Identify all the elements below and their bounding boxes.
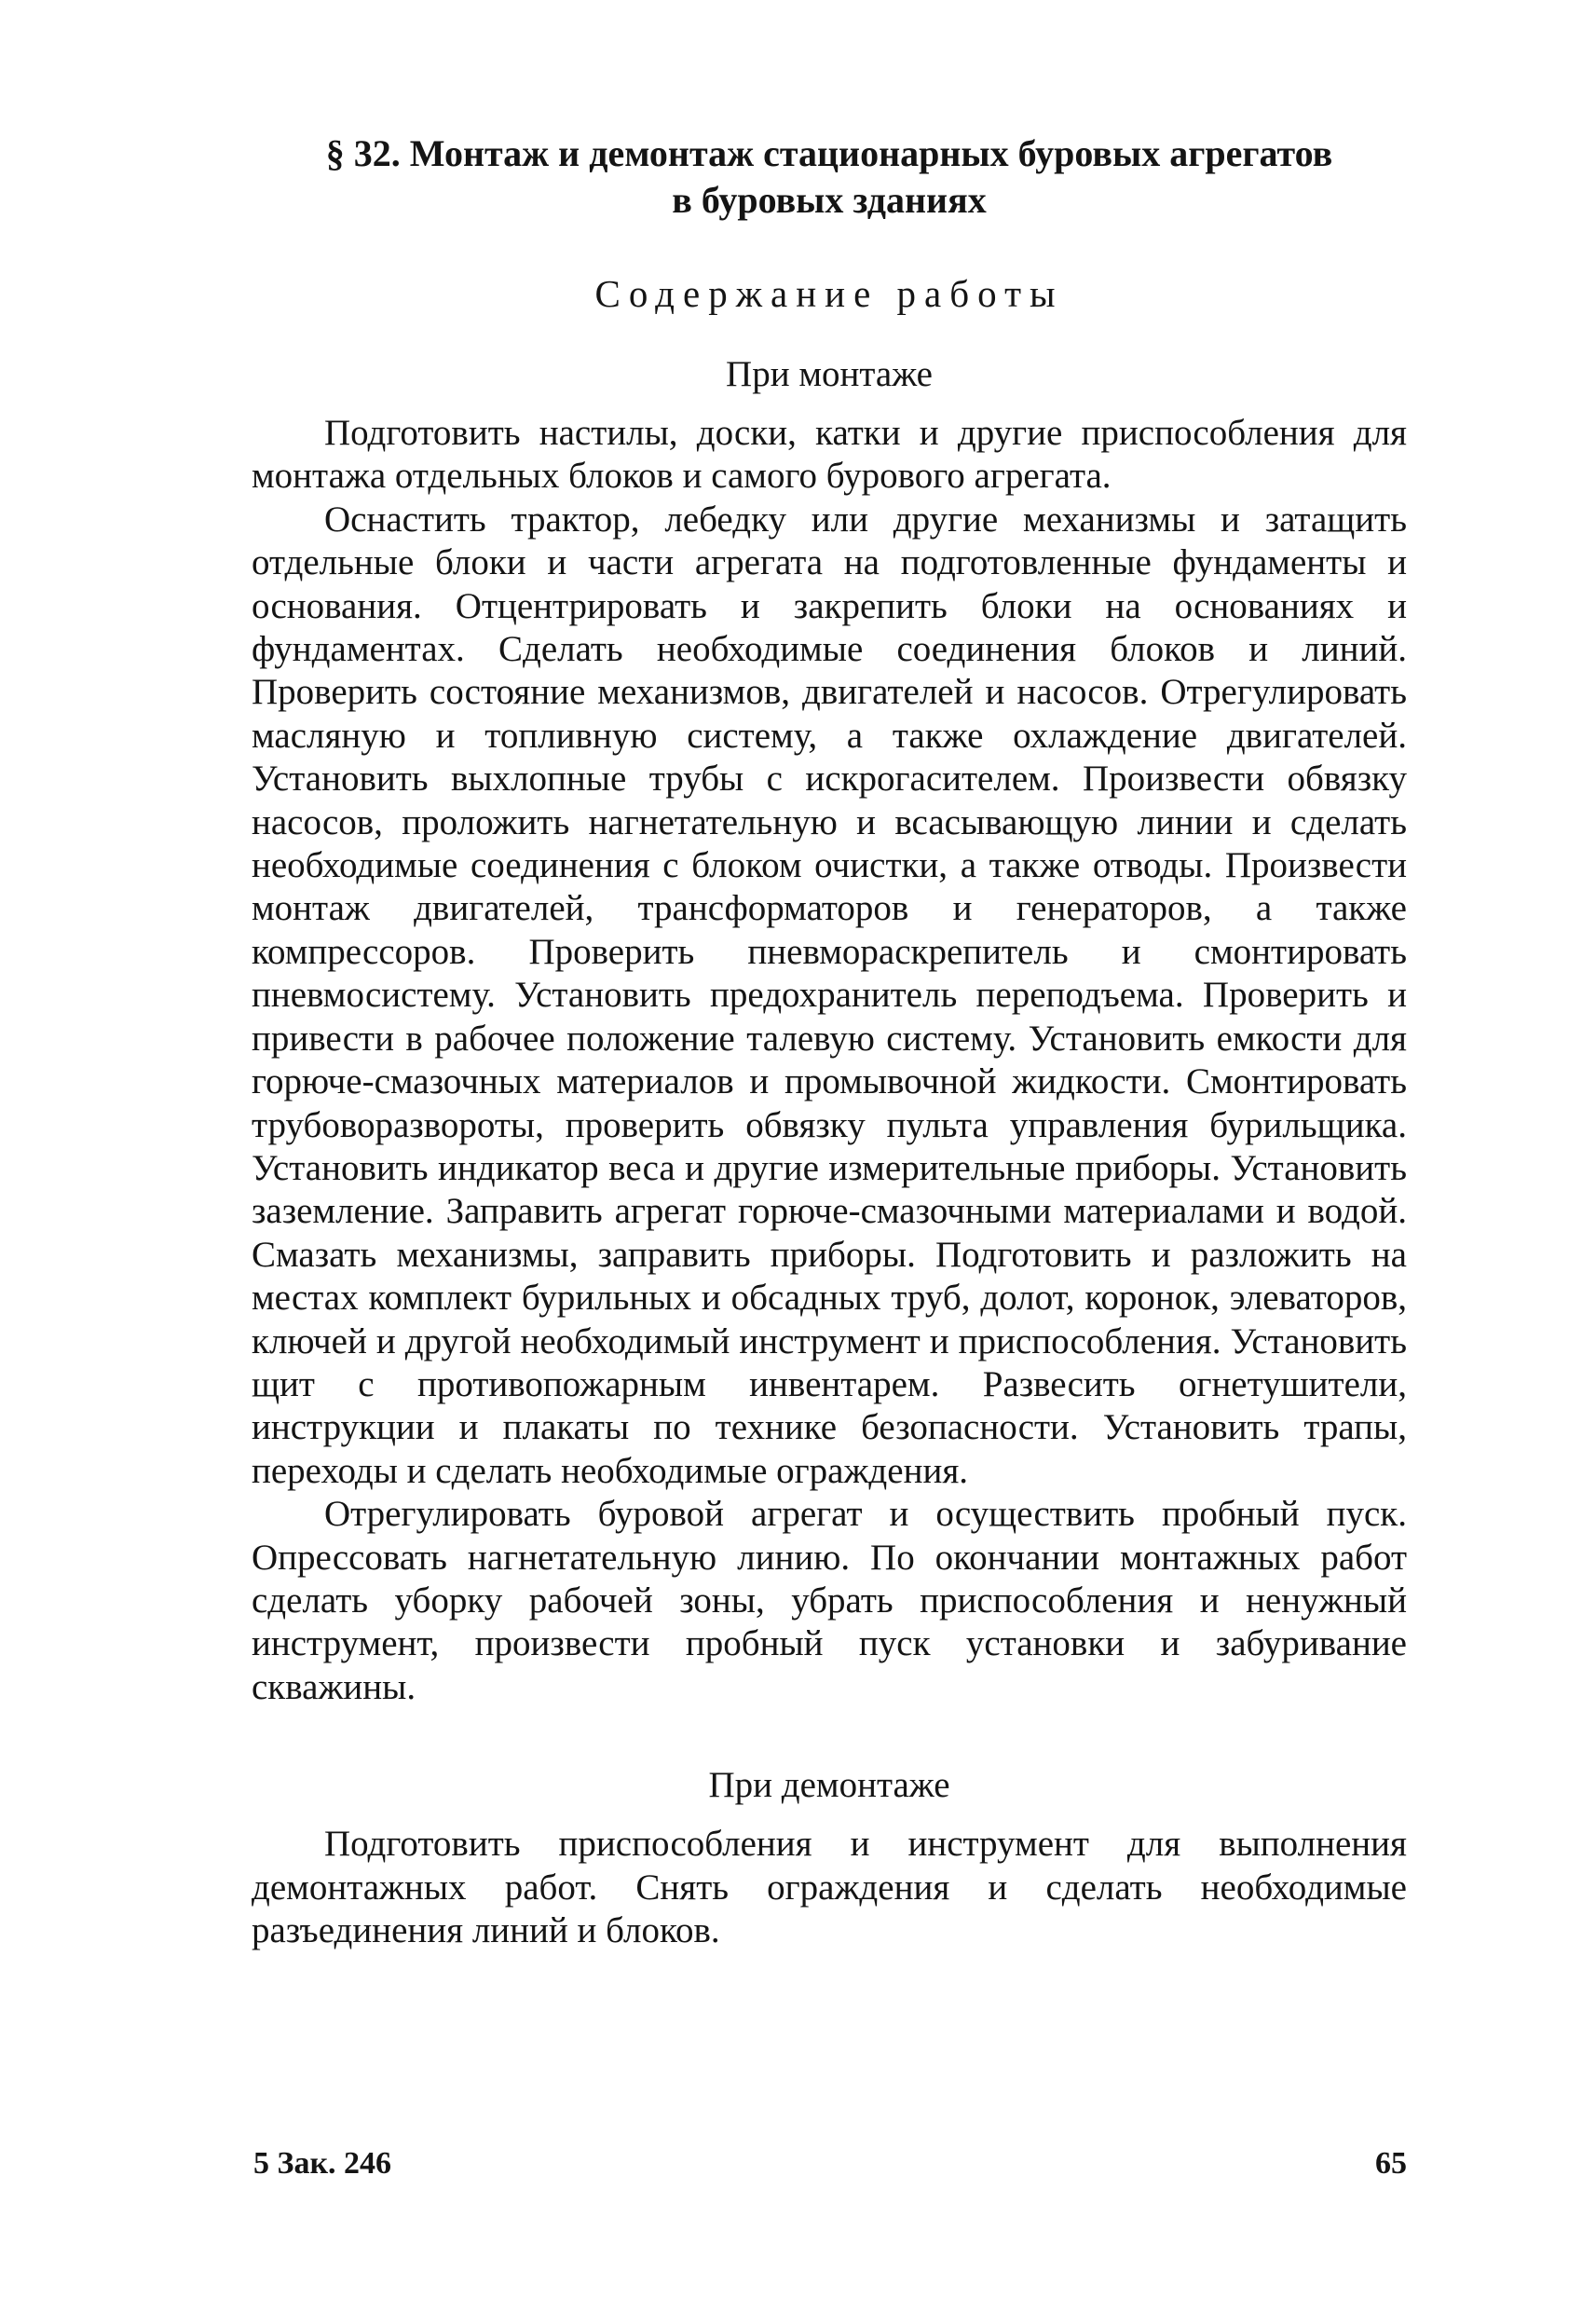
installation-paragraph-2: Оснастить трактор, лебедку или другие механизмы и затащить отдельные блоки и части агрегата на подготовленные фундаменты и основания. Отцентрировать и закрепить блоки на основаниях и фундаментах. Сделать необходимые соединения блоков и линий. Проверить состояние механизмов, двигателей и насосов. Отрегулировать масляную и топливную систему, а также охлаждение двигателей. Установить выхлопные трубы с искрогасителем. Произвести обвязку насосов, проложить нагнетательную и всасывающую линии и сделать необходимые соединения с блоком очистки, а также отводы. Произвести монтаж двигателей, трансформаторов и генераторов, а также компрессоров. Проверить пневмораскрепитель и смонтировать пневмосистему. Установить предохранитель переподъема. Проверить и привести в рабочее положение талевую систему. Установить емкости для горюче-смазочных материалов и промывочной жидкости. Смонтировать трубоворазвороты, проверить обвязку пульта управления бурильщика. Установить индикатор веса и другие измерительные приборы. Установить заземление. Заправить агрегат горюче-смазочными материалами и водой. Смазать механизмы, заправить приборы. Подготовить и разложить на местах комплект бурильных и обсадных труб, долот, коронок, элеваторов, ключей и другой необходимый инструмент и приспособления. Установить щит с противопожарным инвентарем. Развесить огнетушители, инструкции и плакаты по технике безопасности. Установить трапы, переходы и сделать необходимые ограждения. <box>252 499 1407 1491</box>
dismantling-heading: При демонтаже <box>708 1765 950 1806</box>
installation-paragraph-3: Отрегулировать буровой агрегат и осуществить пробный пуск. Опрессовать нагнетательную линию. По окончании монтажных работ сделать уборку рабочей зоны, убрать приспособления и ненужный инструмент, произвести пробный пуск установки и забуривание скважины. <box>252 1494 1407 1707</box>
section-title-line-2: в буровых зданиях <box>672 179 987 221</box>
section-title-line-1: § 32. Монтаж и демонтаж стационарных буровых агрегатов <box>325 132 1333 174</box>
document-page <box>252 130 1407 1952</box>
order-number: 5 Зак. 246 <box>253 2146 392 2181</box>
page-number: 65 <box>1375 2146 1407 2181</box>
installation-paragraph-1: Подготовить настилы, доски, катки и другие приспособления для монтажа отдельных блоков и самого бурового агрегата. <box>252 413 1407 497</box>
content-heading: Содержание работы <box>594 272 1064 315</box>
dismantling-paragraph-1: Подготовить приспособления и инструмент для выполнения демонтажных работ. Снять ограждения и сделать необходимые разъединения линий и блоков. <box>252 1824 1407 1950</box>
installation-heading: При монтаже <box>726 354 933 394</box>
section-title <box>252 130 1407 224</box>
